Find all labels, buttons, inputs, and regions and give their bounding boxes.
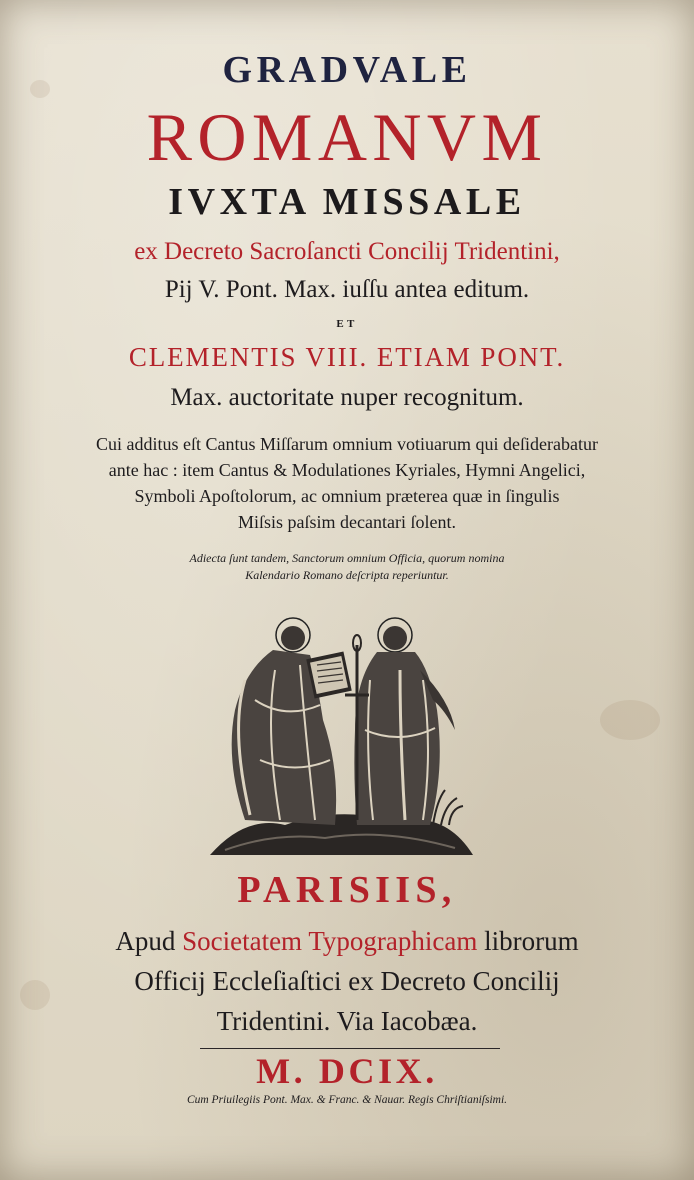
privilege-line: Cum Priuilegiis Pont. Max. & Franc. & Nauar. Regis Chriſtianiſsimi. <box>186 1094 508 1106</box>
title-ivxta-missale: IVXTA MISSALE <box>168 181 526 223</box>
subtitle-decreto: ex Decreto Sacroſancti Concilij Tridentini, <box>134 238 560 265</box>
imprint-line-1 <box>0 926 694 957</box>
subtitle-pius: Pij V. Pont. Max. iuſſu antea editum. <box>164 276 530 303</box>
imprint-societatem: Societatem <box>182 926 303 956</box>
note-line-2: Kalendario Romano deſcripta reperiuntur. <box>245 568 449 582</box>
imprint-year: M. DCIX. <box>256 1051 438 1091</box>
para-line-3: Symboli Apoſtolorum, ac omnium præterea quæ in ſingulis <box>134 486 560 506</box>
imprint-apud: Apud <box>115 926 183 956</box>
clementis-line: CLEMENTIS VIII. ETIAM PONT. <box>128 342 566 372</box>
et-line: ET <box>336 318 358 330</box>
para-line-4: Miſsis paſsim decantari ſolent. <box>238 512 456 532</box>
max-line: Max. auctoritate nuper recognitum. <box>170 384 524 411</box>
para-line-2: ante hac : item Cantus & Modulationes Kyriales, Hymni Angelici, <box>108 460 586 480</box>
divider-rule <box>200 1048 500 1049</box>
imprint-line-3: Tridentini. Via Iacobæa. <box>216 1006 478 1036</box>
title-gradvale: GRADVALE <box>222 49 472 91</box>
imprint-librorum: librorum <box>477 926 579 956</box>
two-saints-woodcut-icon <box>205 610 475 860</box>
imprint-line-2: Officij Eccleſiaſtici ex Decreto Concilij <box>134 966 560 996</box>
imprint-typographicam: Typographicam <box>308 926 478 956</box>
title-romanvm: ROMANVM <box>146 99 548 175</box>
note-line-1: Adiecta ſunt tandem, Sanctorum omnium Officia, quorum nomina <box>189 551 505 565</box>
para-line-1: Cui additus eſt Cantus Miſſarum omnium votiuarum qui deſiderabatur <box>96 434 598 454</box>
imprint-city: PARISIIS, <box>237 869 457 911</box>
